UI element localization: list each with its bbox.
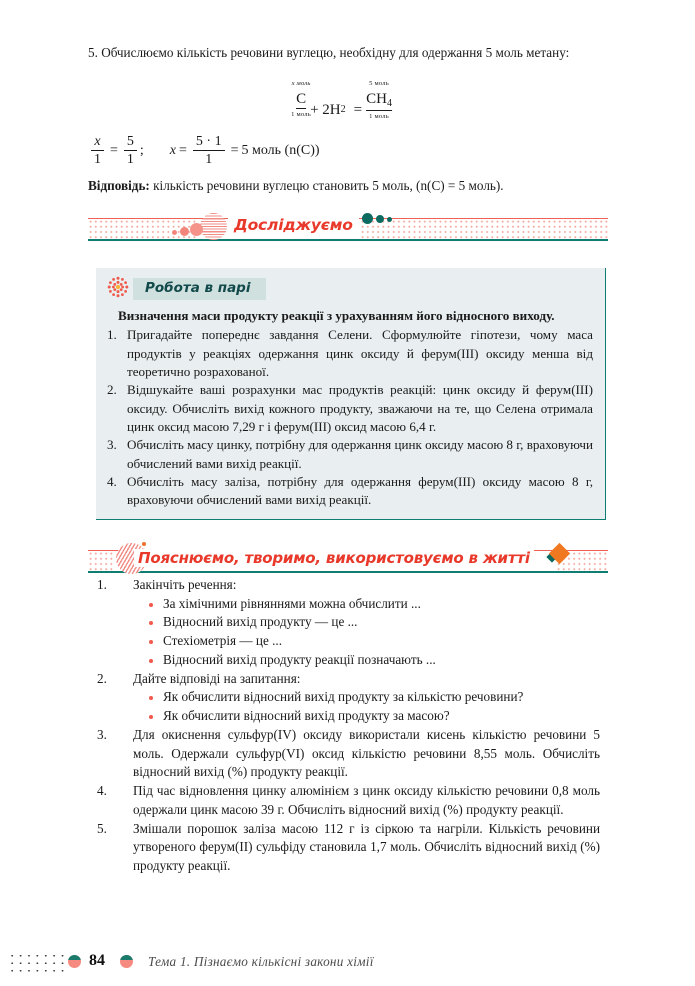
equation-equals-sign: = (353, 101, 363, 118)
exercise-subitem: Стехіометрія — це ... (147, 632, 600, 651)
task-item (107, 473, 593, 510)
exercise-item (88, 782, 600, 819)
rubric1-teal-dot-large (362, 213, 373, 224)
exercise-item (88, 576, 600, 670)
exercise-text: Для окиснення сульфур(IV) оксиду використали кисень кількістю речовини 5 моль. Одержали сульфур(VI) оксид кількістю речовини 8,55 моль. Обчисліть відносний вихід (%) продукту реакції. (133, 726, 600, 780)
rubric1-teal-dot-small (387, 217, 392, 222)
rubric-doslidzhuyemo (88, 208, 608, 248)
rubric2-orange-dot (142, 542, 146, 546)
exercise-text: Закінчіть речення: (133, 577, 237, 592)
equation-plus-h2: + 2H (310, 101, 341, 118)
fraction-5-over-1 (124, 134, 137, 168)
exercise-text: Під час відновлення цинку алюмінієм з цинк оксиду кількістю речовини 0,8 моль одержали цинк масою 39 г. Обчисліть відносний вихід (%) продукту реакції. (133, 783, 600, 817)
footer-dot-grid (8, 952, 66, 972)
proportion-result: 5 моль (n(C)) (241, 142, 320, 158)
task-item (107, 436, 593, 473)
exercise-item (88, 820, 600, 876)
rubric1-striped-ball (200, 213, 227, 240)
fraction-1-numerator: x (91, 134, 103, 151)
proportion-equals-3: = (230, 142, 239, 158)
exercise-text: Змішали порошок заліза масою 112 г із сіркою та нагріли. Кількість речовини утвореного ферум(II) сульфіду становила 1,7 моль. Обчисліть відносний вихід (%) продукту реакції. (133, 820, 600, 874)
equation-ch4-subscript: 4 (386, 97, 392, 109)
answer-text: кількість речовини вуглецю становить 5 моль, (n(C) = 5 моль). (149, 177, 504, 193)
equation-term-methane-above: 5 моль (369, 79, 389, 87)
rubric2-title: Пояснюємо, творимо, використовуємо в житті (134, 549, 534, 567)
equation-term-methane (366, 79, 392, 123)
task-text: Обчисліть масу заліза, потрібну для одержання ферум(III) оксиду масою 8 г, враховуючи обчислений вами вихід реакції. (127, 473, 593, 508)
chemical-equation (88, 79, 600, 127)
exercise-subitem: Відносний вихід продукту — це ... (147, 613, 600, 632)
page-number: 84 (89, 952, 105, 969)
pair-work-badge-label: Робота в парі (133, 278, 266, 300)
exercise-subitem: Відносний вихід продукту реакції позначають ... (147, 651, 600, 670)
proportion-x-label: x (169, 142, 177, 158)
page-footer (0, 940, 695, 986)
solution-step-text: 5. Обчислюємо кількість речовини вуглецю, необхідну для одержання 5 моль метану: (88, 45, 570, 60)
exercise-subitem: За хімічними рівняннями можна обчислити ... (147, 595, 600, 614)
rubric1-teal-dot-medium (376, 215, 384, 223)
fraction-x-over-1 (91, 134, 104, 168)
equation-hydrogen-part (306, 91, 350, 130)
fraction-5x1-over-1 (193, 134, 225, 168)
rubric1-small-dot-b (180, 227, 189, 236)
exercise-subitem: Як обчислити відносний вихід продукту за масою? (147, 707, 600, 726)
task-item (107, 381, 593, 436)
rubric1-bottom-rule (88, 239, 608, 241)
answer-label: Відповідь: (88, 177, 150, 193)
solution-answer (88, 177, 600, 196)
task-text: Пригадайте попереднє завдання Селени. Сформулюйте гіпотези, чому маса продуктів у реакціях одержання цинк оксиду й ферум(III) оксиду менша від теоретично розрахованої. (127, 327, 593, 379)
pair-work-badge (107, 278, 266, 300)
exercise-item (88, 726, 600, 782)
exercise-item (88, 670, 600, 726)
task-number: 3. (107, 437, 117, 453)
solution-block (88, 44, 600, 209)
pair-work-lead (107, 307, 593, 325)
rubric1-dots-right (360, 219, 608, 239)
footer-ball-left (68, 955, 81, 968)
footer-ball-right (120, 955, 133, 968)
rubric2-dots-left (88, 551, 114, 571)
exercise-number: 1. (97, 577, 107, 592)
task-number: 1. (107, 327, 117, 343)
exercise-list (88, 576, 600, 876)
task-number: 4. (107, 473, 117, 489)
equation-term-carbon-above: x моль (291, 79, 311, 87)
fraction-3-denominator: 1 (205, 152, 213, 168)
equation-term-methane-body (366, 92, 392, 111)
exercise-subitem: Як обчислити відносний вихід продукту за кількістю речовини? (147, 688, 600, 707)
exercise-sublist (133, 688, 600, 725)
proportion-calculation (88, 131, 600, 171)
equation-term-carbon-body: C (296, 90, 307, 107)
exercise-text: Дайте відповіді на запитання: (133, 670, 301, 686)
rubric1-title: Досліджуємо (228, 216, 359, 234)
pair-work-lead-text: Визначення маси продукту реакції з урахуванням його відносного виходу. (118, 307, 555, 323)
task-number: 2. (107, 382, 117, 398)
pair-work-box (96, 268, 606, 520)
proportion-equals-1: = (110, 142, 118, 158)
equation-term-carbon-below: 1 моль (291, 111, 311, 119)
pair-work-task-list (107, 326, 593, 509)
task-item (107, 326, 593, 381)
exercise-sublist (133, 595, 600, 670)
proportion-semicolon: ; (139, 142, 144, 158)
task-text: Обчисліть масу цинку, потрібну для одержання цинк оксиду масою 8 г, враховуючи обчислений вами вихід реакції. (127, 437, 593, 471)
rubric1-small-dot-c (190, 223, 203, 236)
equation-term-carbon (291, 79, 311, 121)
flower-dots-icon (106, 275, 130, 299)
footer-theme-title: Тема 1. Пізнаємо кількісні закони хімії (148, 954, 374, 969)
rubric2-bottom-rule (88, 571, 608, 573)
equation-term-methane-below: 1 моль (369, 113, 389, 121)
rubric-poyasnyuyemo (88, 540, 608, 580)
equation-methane-formula: CH (366, 90, 387, 107)
exercise-number: 4. (97, 783, 107, 799)
fraction-2-denominator: 1 (126, 152, 134, 168)
exercise-number: 3. (97, 726, 107, 742)
rubric1-small-dot-a (172, 230, 177, 235)
exercise-number: 2. (97, 670, 107, 686)
fraction-3-numerator: 5 · 1 (193, 134, 225, 151)
fraction-1-denominator: 1 (94, 152, 101, 168)
fraction-2-numerator: 5 (124, 134, 137, 151)
equation-h2-subscript: 2 (340, 104, 346, 116)
exercise-number: 5. (97, 820, 107, 836)
task-text: Відшукайте ваші розрахунки мас продуктів реакцій: цинк оксиду й ферум(III) оксиду. Обчисліть вихід кожного продукту, зважаючи на те, що Селена отримала цинк оксид масою 7,29 г і ферум(III) оксид масою 6,4 г. (127, 382, 593, 434)
proportion-equals-2: = (179, 142, 187, 158)
